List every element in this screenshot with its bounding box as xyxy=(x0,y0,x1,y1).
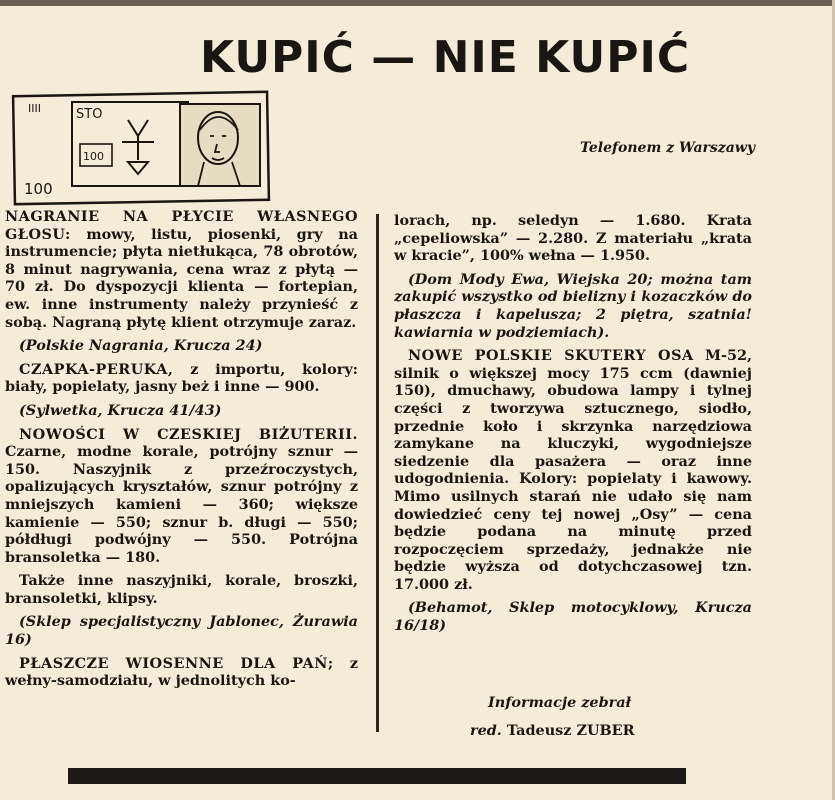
item-body: mowy, listu, piosenki, gry na instrumencie; płyta nietłukąca, 78 obrotów, 8 minut nagrywania, cena wraz z płytą — 70 zł. Do dyspozycji klienta — fortepian, ew. inne instrumenty należy przynieść z sobą. Nagraną płytę klient otrzymuje zaraz. xyxy=(5,225,358,331)
item-source: (Behamot, Sklep motocyklowy, Krucza 16/18) xyxy=(394,599,752,635)
banknote-sto: STO xyxy=(76,107,103,122)
item-body: Czarne, modne korale, potrójny sznur — 150. Naszyjnik z przeźroczystych, opalizujących kryształów, sznur potrójny z mniejszych kamieni — 360; większe kamienie — 550; sznur b. długi — 550; półdługi podwójny — 550. Potrójna bransoletka — 180. xyxy=(5,443,358,566)
item-source: (Dom Mody Ewa, Wiejska 20; można tam zakupić wszystko od bielizny i kozaczków do płaszcza i kapelusza; 2 piętra, szatnia! kawiarnia w podziemiach). xyxy=(394,270,752,341)
left-column xyxy=(5,208,358,696)
signature-prefix: red. xyxy=(470,722,502,739)
item-extra: Także inne naszyjniki, korale, broszki, bransoletki, klipsy. xyxy=(5,572,358,607)
item-heading: NAGRANIE NA PŁYCIE WŁASNEGO GŁOSU: xyxy=(5,208,358,243)
bottom-bar xyxy=(68,768,686,784)
item-spring-coats xyxy=(5,655,358,690)
item-body: z wełny-samodziału, w jednolitych ko- xyxy=(5,654,358,690)
signature-line: Informacje zebrał xyxy=(488,694,632,711)
item-voice-recording xyxy=(5,208,358,331)
item-heading: NOWE POLSKIE SKUTERY OSA xyxy=(408,347,694,365)
page-title: KUPIĆ — NIE KUPIĆ xyxy=(200,32,691,83)
signature-name xyxy=(470,722,635,739)
banknote-bottom-value: 100 xyxy=(24,180,53,198)
item-heading: CZAPKA-PERUKA, xyxy=(19,360,174,378)
item-body: z importu, kolory: biały, popielaty, jasny beż i inne — 900. xyxy=(5,360,358,396)
item-source: (Polskie Nagrania, Krucza 24) xyxy=(19,337,263,355)
banknote-illustration xyxy=(10,90,272,210)
column-divider xyxy=(376,214,379,732)
item-cap-wig xyxy=(5,361,358,396)
top-border xyxy=(0,0,835,6)
dateline: Telefonem z Warszawy xyxy=(580,140,755,156)
item-heading: PŁASZCZE WIOSENNE DLA PAŃ; xyxy=(19,654,334,672)
item-heading: NOWOŚCI W CZESKIEJ BIŻUTERII. xyxy=(19,425,358,443)
item-czech-jewellery xyxy=(5,426,358,567)
item-source: (Sklep specjalistyczny Jablonec, Żurawia 16) xyxy=(5,613,358,649)
banknote-top-left: IIII xyxy=(28,102,41,115)
item-coats-continued: lorach, np. seledyn — 1.680. Krata „cepeliowska” — 2.280. Z materiału „krata w kracie”, 100% wełna — 1.950. xyxy=(394,212,752,265)
item-body: M-52, silnik o większej mocy 175 ccm (dawniej 150), dmuchawy, obudowa lampy i tylnej części z tworzywa sztucznego, siodło, przednie koło i skrzynka narzędziowa zamykane na kluczyki, wygodniejsze siedzenie dla pasażera — oraz inne udogodnienia. Kolory: popielaty i kawowy. Mimo usilnych starań nie udało się nam dowiedzieć ceny tej nowej „Osy” — cena będzie podana na minutę przed rozpoczęciem sprzedaży, jednakże nie będzie wyższa od dotychczasowej tzn. 17.000 zł. xyxy=(394,347,752,593)
item-source: (Sylwetka, Krucza 41/43) xyxy=(19,401,222,419)
right-column xyxy=(394,212,752,641)
item-osa-scooter xyxy=(394,347,752,593)
author-name: Tadeusz ZUBER xyxy=(506,722,635,739)
banknote-inner-value: 100 xyxy=(83,150,104,163)
